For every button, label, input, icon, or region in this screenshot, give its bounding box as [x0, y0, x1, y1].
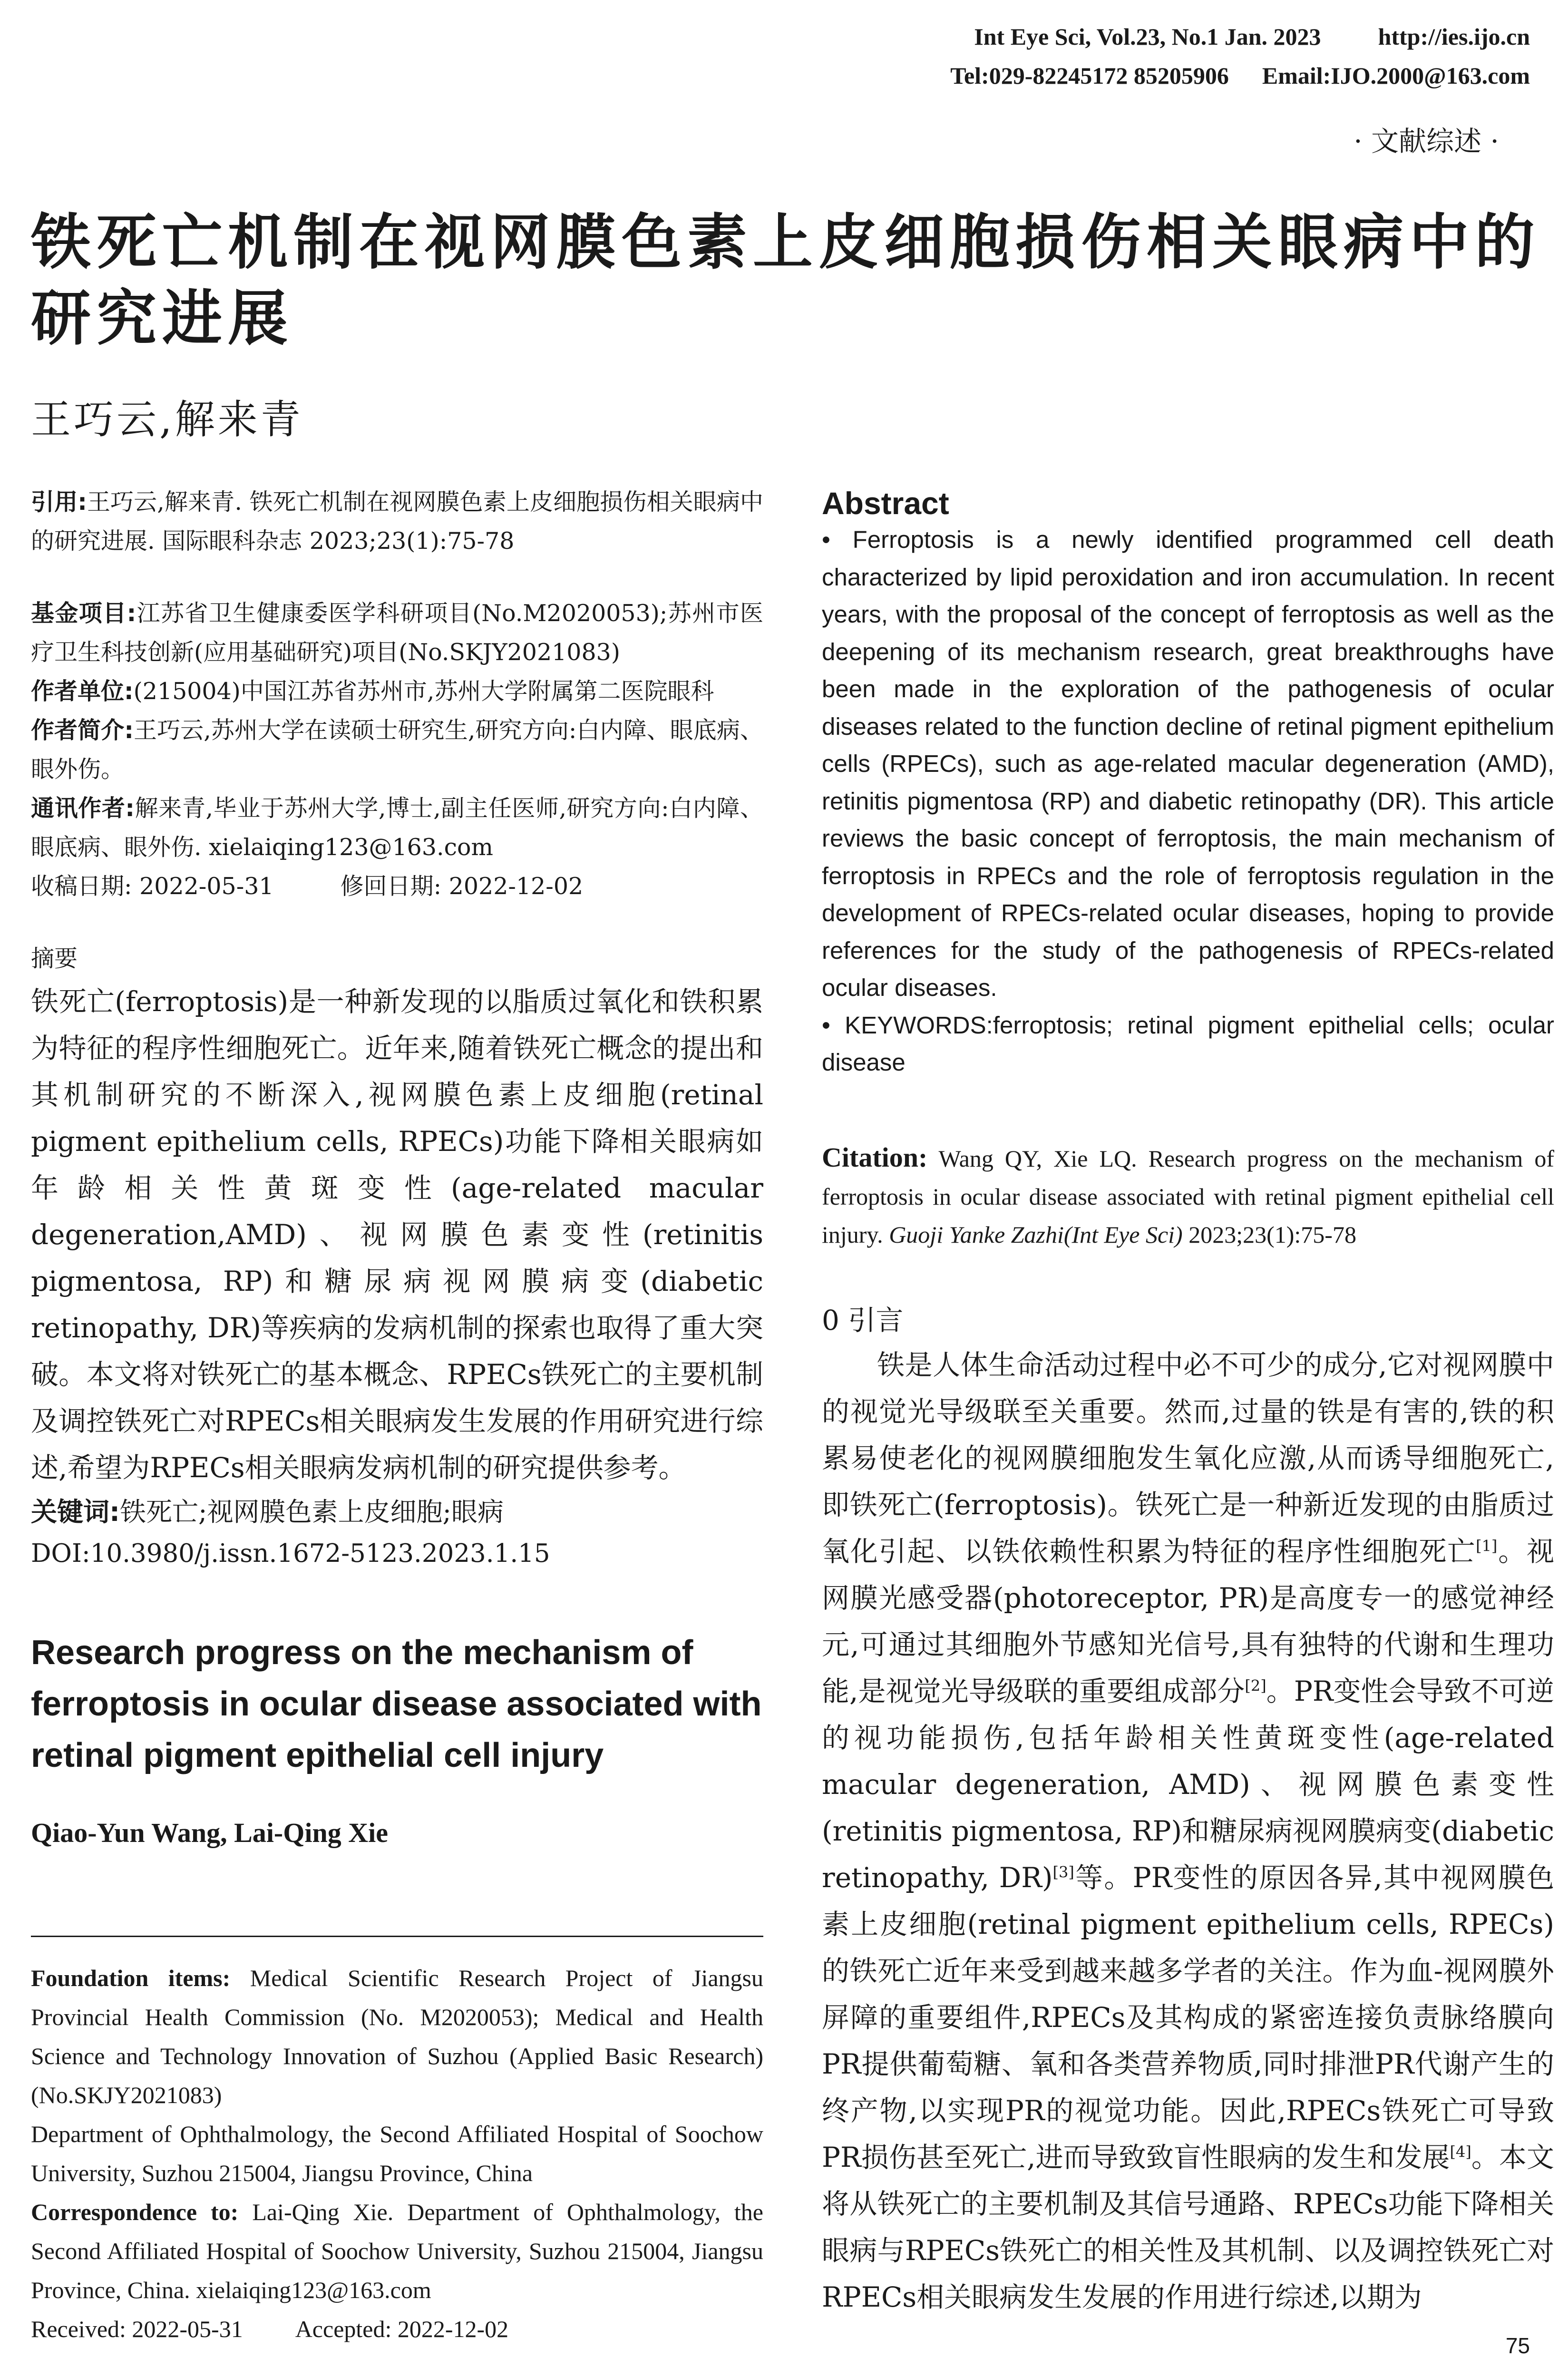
article-title-en: Research progress on the mechanism of ferroptosis in ocular disease associated with retinal pigment epithelial cell injury [31, 1634, 762, 1774]
divider-rule [31, 1936, 763, 1937]
received-cn: 收稿日期: 2022-05-31 [31, 873, 274, 900]
bullet-icon: • [822, 526, 830, 553]
citation-en-text2: 2023;23(1):75-78 [1182, 1221, 1356, 1248]
intro-paragraph [822, 1342, 1554, 2320]
corr-en [31, 2192, 763, 2309]
foundation-cn-label: 基金项目: [31, 600, 136, 627]
keywords-cn [31, 1491, 763, 1533]
journal-header-line2 [950, 59, 1530, 92]
intro-text-3: 。PR变性会导致不可逆的视功能损伤,包括年龄相关性黄斑变性(age-related macular degeneration, AMD)、视网膜色素变性(retinitis pigmentosa, RP)和糖尿病视网膜病变(diabetic retinopathy, DR) [822, 1675, 1554, 1894]
abstract-en-body: Ferroptosis is a newly identified programmed cell death characterized by lipid peroxidation and iron accumulation. In recent years, with the proposal of the concept of ferroptosis as well as the deepening of its mechanism research, great breakthroughs have been made in the exploration of the pathogenesis of ocular diseases related to the function decline of retinal pigment epithelium cells (RPECs), such as age-related macular degeneration (AMD), retinitis pigmentosa (RP) and diabetic retinopathy (DR). This article reviews the basic concept of ferroptosis, the main mechanism of ferroptosis in RPECs and the role of ferroptosis regulation in the development of RPECs-related ocular diseases, hoping to provide references for the study of the pathogenesis of RPECs-related ocular diseases. [822, 526, 1554, 1001]
abstract-cn-text: 铁死亡(ferroptosis)是一种新发现的以脂质过氧化和铁积累为特征的程序性细胞死亡。近年来,随着铁死亡概念的提出和其机制研究的不断深入,视网膜色素上皮细胞(retinal pigment epithelium cells, RPECs)功能下降相关眼病如年龄相关性黄斑变性(age-related macular degeneration,AMD)、视网膜色素变性(retinitis pigmentosa, RP)和糖尿病视网膜病变(diabetic retinopathy, DR)等疾病的发病机制的探索也取得了重大突破。本文将对铁死亡的基本概念、RPECs铁死亡的主要机制及调控铁死亡对RPECs相关眼病发生发展的作用研究进行综述,希望为RPECs相关眼病发病机制的研究提供参考。 [31, 985, 763, 1484]
revised-cn: 修回日期: 2022-12-02 [340, 873, 584, 900]
intro-heading: 0 引言 [822, 1304, 904, 1336]
corr-cn-label: 通讯作者: [31, 795, 135, 822]
journal-email[interactable]: Email:IJO.2000@163.com [1262, 62, 1530, 89]
dates-cn [31, 867, 763, 906]
affiliation-cn-label: 作者单位: [31, 678, 134, 705]
intro-text-1: 铁是人体生命活动过程中必不可少的成分,它对视网膜中的视觉光导级联至关重要。然而,过量的铁是有害的,铁的积累易使老化的视网膜细胞发生氧化应激,从而诱导细胞死亡,即铁死亡(ferroptosis)。铁死亡是一种新近发现的由脂质过氧化引起、以铁依赖性积累为特征的程序性细胞死亡 [822, 1348, 1554, 1568]
corr-en-text: Lai-Qing Xie. Department of Ophthalmology, the Second Affiliated Hospital of Soochow University, Suzhou 215004, Jiangsu Province, China. xielaiqing123@163.com [31, 2199, 764, 2303]
intro-text-4: 等。PR变性的原因各异,其中视网膜色素上皮细胞(retinal pigment epithelium cells, RPECs)的铁死亡近年来受到越来越多学者的关注。作为血-视网膜外屏障的重要组件,RPECs及其构成的紧密连接负责脉络膜向PR提供葡萄糖、氧和各类营养物质,同时排泄PR代谢产生的终产物,以实现PR的视觉功能。因此,RPECs铁死亡可导致PR损伤甚至死亡,进而导致致盲性眼病的发生和发展 [822, 1861, 1554, 2173]
keywords-en-label: KEYWORDS: [845, 1011, 993, 1039]
journal-citation: Int Eye Sci, Vol.23, No.1 Jan. 2023 [974, 23, 1321, 50]
bio-cn-text: 王巧云,苏州大学在读硕士研究生,研究方向:白内障、眼底病、眼外伤。 [31, 717, 763, 783]
journal-url[interactable]: http://ies.ijo.cn [1378, 23, 1530, 50]
dept-en: Department of Ophthalmology, the Second Affiliated Hospital of Soochow University, Suzhou 215004, Jiangsu Province, China [31, 2121, 763, 2186]
citation-en [822, 1139, 1554, 1254]
right-column [822, 485, 1554, 2320]
keywords-cn-label: 关键词: [31, 1497, 120, 1527]
journal-tel: Tel:029-82245172 85205906 [950, 62, 1229, 89]
foundation-en-label: Foundation items: [31, 1965, 231, 1991]
doi[interactable]: DOI:10.3980/j.issn.1672-5123.2023.1.15 [31, 1539, 550, 1568]
corr-cn [31, 789, 763, 867]
left-column-lower [31, 1958, 763, 2348]
citation-en-text1: Wang QY, Xie LQ. Research progress on the mechanism of ferroptosis in ocular disease associated with retinal pigment epithelial cell injury. [822, 1145, 1554, 1248]
accepted-en: Accepted: 2022-12-02 [295, 2316, 509, 2342]
article-title: 铁死亡机制在视网膜色素上皮细胞损伤相关眼病中的研究进展 [31, 207, 1540, 353]
ref-2[interactable]: [2] [1245, 1676, 1266, 1695]
abstract-en-text [822, 521, 1554, 1007]
corr-cn-text: 解来青,毕业于苏州大学,博士,副主任医师,研究方向:白内障、眼底病、眼外伤. xielaiqing123@163.com [31, 795, 764, 861]
foundation-cn-text: 江苏省卫生健康委医学科研项目(No.M2020053);苏州市医疗卫生科技创新(应用基础研究)项目(No.SKJY2021083) [31, 600, 763, 666]
citation-en-label: Citation: [822, 1141, 928, 1173]
affiliation-cn [31, 672, 763, 711]
keywords-en-text: ferroptosis; retinal pigment epithelial cells; ocular disease [822, 1011, 1554, 1076]
received-en: Received: 2022-05-31 [31, 2316, 243, 2342]
ref-1[interactable]: [1] [1476, 1537, 1498, 1555]
ref-4[interactable]: [4] [1450, 2143, 1471, 2161]
citation-cn-text: 王巧云,解来青. 铁死亡机制在视网膜色素上皮细胞损伤相关眼病中的研究进展. 国际眼科杂志 2023;23(1):75-78 [31, 488, 763, 555]
foundation-cn [31, 594, 763, 672]
authors-cn: 王巧云,解来青 [31, 396, 303, 443]
corr-en-label: Correspondence to: [31, 2199, 239, 2225]
citation-cn-label: 引用: [31, 488, 87, 516]
section-tag: · 文献综述 · [1354, 125, 1499, 157]
bullet-icon: • [822, 1011, 830, 1039]
dates-en [31, 2309, 763, 2348]
intro-text-5: 。本文将从铁死亡的主要机制及其信号通路、RPECs功能下降相关眼病与RPECs铁死亡的相关性及其机制、以及调控铁死亡对RPECs相关眼病发生发展的作用进行综述,以期为 [822, 2141, 1554, 2313]
left-column [31, 483, 763, 1849]
page-number: 75 [1505, 2333, 1530, 2358]
foundation-en-text: Medical Scientific Research Project of Jiangsu Provincial Health Commission (No. M2020053); Medical and Health Science and Technology Innovation of Suzhou (Applied Basic Research) (No.SKJY2021083) [31, 1965, 763, 2108]
bio-cn-label: 作者简介: [31, 717, 134, 744]
bio-cn [31, 711, 763, 789]
ref-3[interactable]: [3] [1052, 1863, 1074, 1881]
intro-text-2: 。视网膜光感受器(photoreceptor, PR)是高度专一的感觉神经元,可通过其细胞外节感知光信号,具有独特的代谢和生理功能,是视觉光导级联的重要组成部分 [822, 1535, 1554, 1707]
keywords-en [822, 1007, 1554, 1081]
foundation-en [31, 1958, 763, 2114]
citation-cn [31, 483, 763, 561]
affiliation-cn-text: (215004)中国江苏省苏州市,苏州大学附属第二医院眼科 [133, 678, 714, 705]
citation-en-journal: Guoji Yanke Zazhi(Int Eye Sci) [889, 1221, 1183, 1248]
abstract-cn-heading: 摘要 [31, 945, 78, 972]
keywords-cn-text: 铁死亡;视网膜色素上皮细胞;眼病 [120, 1497, 504, 1527]
journal-header-line1 [974, 20, 1530, 53]
abstract-en-heading: Abstract [822, 486, 949, 521]
authors-en: Qiao-Yun Wang, Lai-Qing Xie [31, 1817, 388, 1848]
